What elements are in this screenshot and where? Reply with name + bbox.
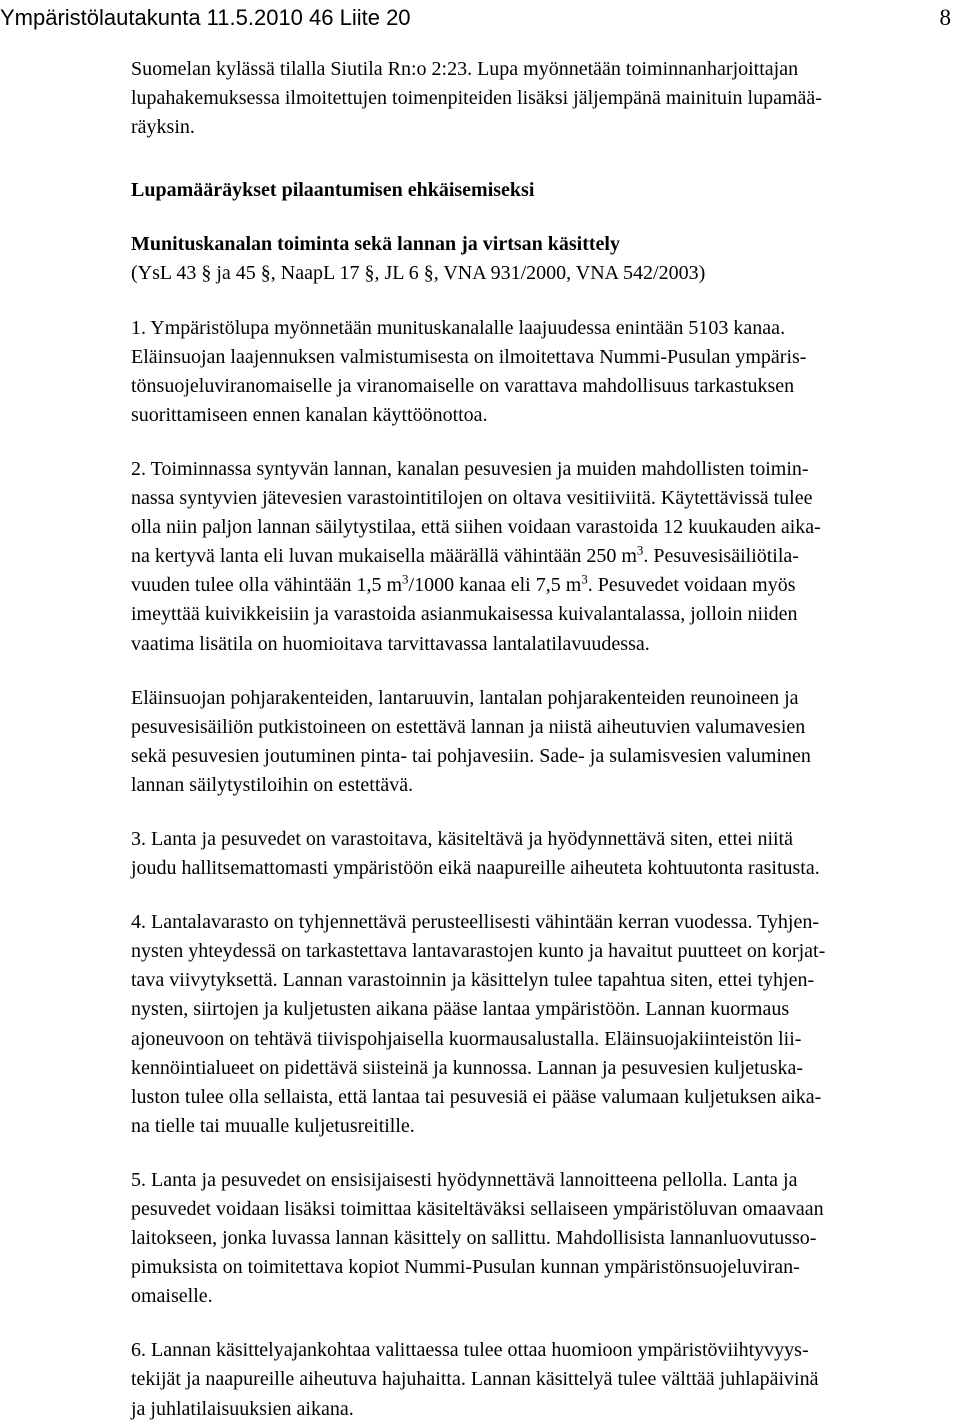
- statute-references: (YsL 43 § ja 45 §, NaapL 17 §, JL 6 §, VNA 931/2000, VNA 542/2003): [131, 262, 706, 285]
- reg2-line-4: na kertyvä lanta eli luvan mukaisella määrällä vähintään 250 $m^3$. Pesuvesisäiliötila-: [131, 542, 799, 568]
- regulation-5: [131, 1166, 951, 1311]
- intro-line-3: räyksin.: [131, 116, 195, 139]
- reg4-line-7: luston tulee olla sellaista, että lantaa tai pesuvesiä ei pääse valumaan kuljetuksen aika-: [131, 1085, 822, 1108]
- reg3-line-1: 3. Lanta ja pesuvedet on varastoitava, käsiteltävä ja hyödynnettävä siten, ettei niitä: [131, 827, 793, 850]
- reg5-line-2: pesuvedet voidaan lisäksi toimittaa käsiteltäväksi sellaiseen ympäristöluvan omaavaan: [131, 1198, 824, 1220]
- reg6-line-1: 6. Lannan käsittelyajankohtaa valittaessa tulee ottaa huomioon ympäristöviihtyvyys-: [131, 1339, 809, 1362]
- reg2-line-1: 2. Toiminnassa syntyvän lannan, kanalan pesuvesien ja muiden mahdollisten toimin-: [131, 457, 809, 480]
- reg4-line-3: tava viivytyksettä. Lannan varastoinnin ja käsittelyn tulee tapahtua siten, ettei tyhjen-: [131, 969, 815, 992]
- reg1-line-3: tönsuojeluviranomaiselle ja viranomaiselle on varattava mahdollisuus tarkastuksen: [131, 374, 795, 397]
- document-title: Ympäristölautakunta 11.5.2010 46 Liite 20: [0, 5, 411, 30]
- page-number: 8: [939, 5, 951, 30]
- intro-paragraph: [131, 55, 951, 142]
- main-heading: Lupamääräykset pilaantumisen ehkäisemiseksi: [131, 179, 535, 202]
- reg5-line-3: laitokseen, jonka luvassa lannan käsittely on sallittu. Mahdollisista lannanluovutusso-: [131, 1227, 817, 1250]
- reg2-line-6: imeyttää kuivikkeisiin ja varastoida asianmukaisessa kuivalantalassa, jolloin niiden: [131, 603, 798, 626]
- regulation-2: [131, 455, 951, 659]
- document-body: [131, 55, 951, 1424]
- regulation-2-continued: [131, 684, 951, 800]
- reg3-line-2: joudu hallitsemattomasti ympäristöön eikä naapureille aiheuteta kohtuutonta rasitusta.: [131, 857, 820, 880]
- reg1-line-4: suorittamiseen ennen kanalan käyttöönottoa.: [131, 403, 488, 426]
- regulation-1: [131, 314, 951, 430]
- reg5-line-4: pimuksista on toimitettava kopiot Nummi-Pusulan kunnan ympäristönsuojeluviran-: [131, 1256, 800, 1279]
- reg6-line-3: ja juhlatilaisuuksien aikana.: [131, 1397, 354, 1420]
- reg5-line-1: 5. Lanta ja pesuvedet on ensisijaisesti hyödynnettävä lannoitteena pellolla. Lanta ja: [131, 1168, 798, 1191]
- reg4-line-1: 4. Lantalavarasto on tyhjennettävä perusteellisesti vähintään kerran vuodessa. Tyhjen-: [131, 911, 819, 934]
- reg1-line-1: 1. Ympäristölupa myönnetään munituskanalalle laajuudessa enintään 5103 kanaa.: [131, 316, 786, 339]
- page-header: [0, 0, 960, 40]
- reg4-line-6: kennöintialueet on pidettävä siisteinä ja kunnossa. Lannan ja pesuvesien kuljetuska-: [131, 1056, 804, 1079]
- intro-line-2: lupahakemuksessa ilmoitettujen toimenpiteiden lisäksi jäljempänä mainituin lupamää-: [131, 87, 822, 110]
- reg2-line-7: vaatima lisätila on huomioitava tarvittavassa lantalatilavuudessa.: [131, 632, 650, 655]
- sub-heading: Munituskanalan toiminta sekä lannan ja virtsan käsittely: [131, 233, 620, 256]
- reg4-line-4: nysten, siirtojen ja kuljetusten aikana pääse lantaa ympäristöön. Lannan kuormaus: [131, 998, 790, 1021]
- reg5-line-5: omaiselle.: [131, 1285, 213, 1308]
- reg2b-line-2: pesuvesisäiliön putkistoineen on estettävä lannan ja niistä aiheutuvien valumavesien: [131, 715, 806, 738]
- reg2-line-5: vuuden tulee olla vähintään 1,5 $m^3/1000$ kanaa eli 7,5 $m^3$. Pesuvedet voidaan myös: [131, 571, 796, 597]
- reg4-line-5: ajoneuvoon on tehtävä tiivispohjaisella kuormausalustalla. Eläinsuojakiinteistön lii-: [131, 1027, 802, 1050]
- reg4-line-8: na tielle tai muualle kuljetusreitille.: [131, 1114, 415, 1137]
- reg4-line-2: nysten yhteydessä on tarkastettava lantavarastojen kunto ja havaitut puutteet on korjat-: [131, 940, 826, 963]
- reg6-line-2: tekijät ja naapureille aiheutuva hajuhaitta. Lannan käsittelyä tulee välttää juhlapäivinä: [131, 1368, 819, 1391]
- reg2-line-3: olla niin paljon lannan säilytystilaa, että siihen voidaan varastoida 12 kuukauden aika-: [131, 516, 821, 539]
- regulation-6: [131, 1336, 951, 1423]
- intro-line-1: Suomelan kylässä tilalla Siutila Rn:o 2:23. Lupa myönnetään toiminnanharjoittajan: [131, 58, 799, 80]
- reg1-line-2: Eläinsuojan laajennuksen valmistumisesta on ilmoitettava Nummi-Pusulan ympäris-: [131, 345, 807, 368]
- reg2-line-2: nassa syntyvien jätevesien varastointitilojen on oltava vesitiiviitä. Käytettävissä tulee: [131, 487, 813, 510]
- reg2b-line-1: Eläinsuojan pohjarakenteiden, lantaruuvin, lantalan pohjarakenteiden reunoineen ja: [131, 686, 799, 709]
- regulation-3: [131, 825, 951, 883]
- regulation-4: [131, 908, 951, 1141]
- reg2b-line-4: lannan säilytystiloihin on estettävä.: [131, 773, 414, 796]
- reg2b-line-3: sekä pesuvesien joutuminen pinta- tai pohjavesiin. Sade- ja sulamisvesien valuminen: [131, 744, 811, 767]
